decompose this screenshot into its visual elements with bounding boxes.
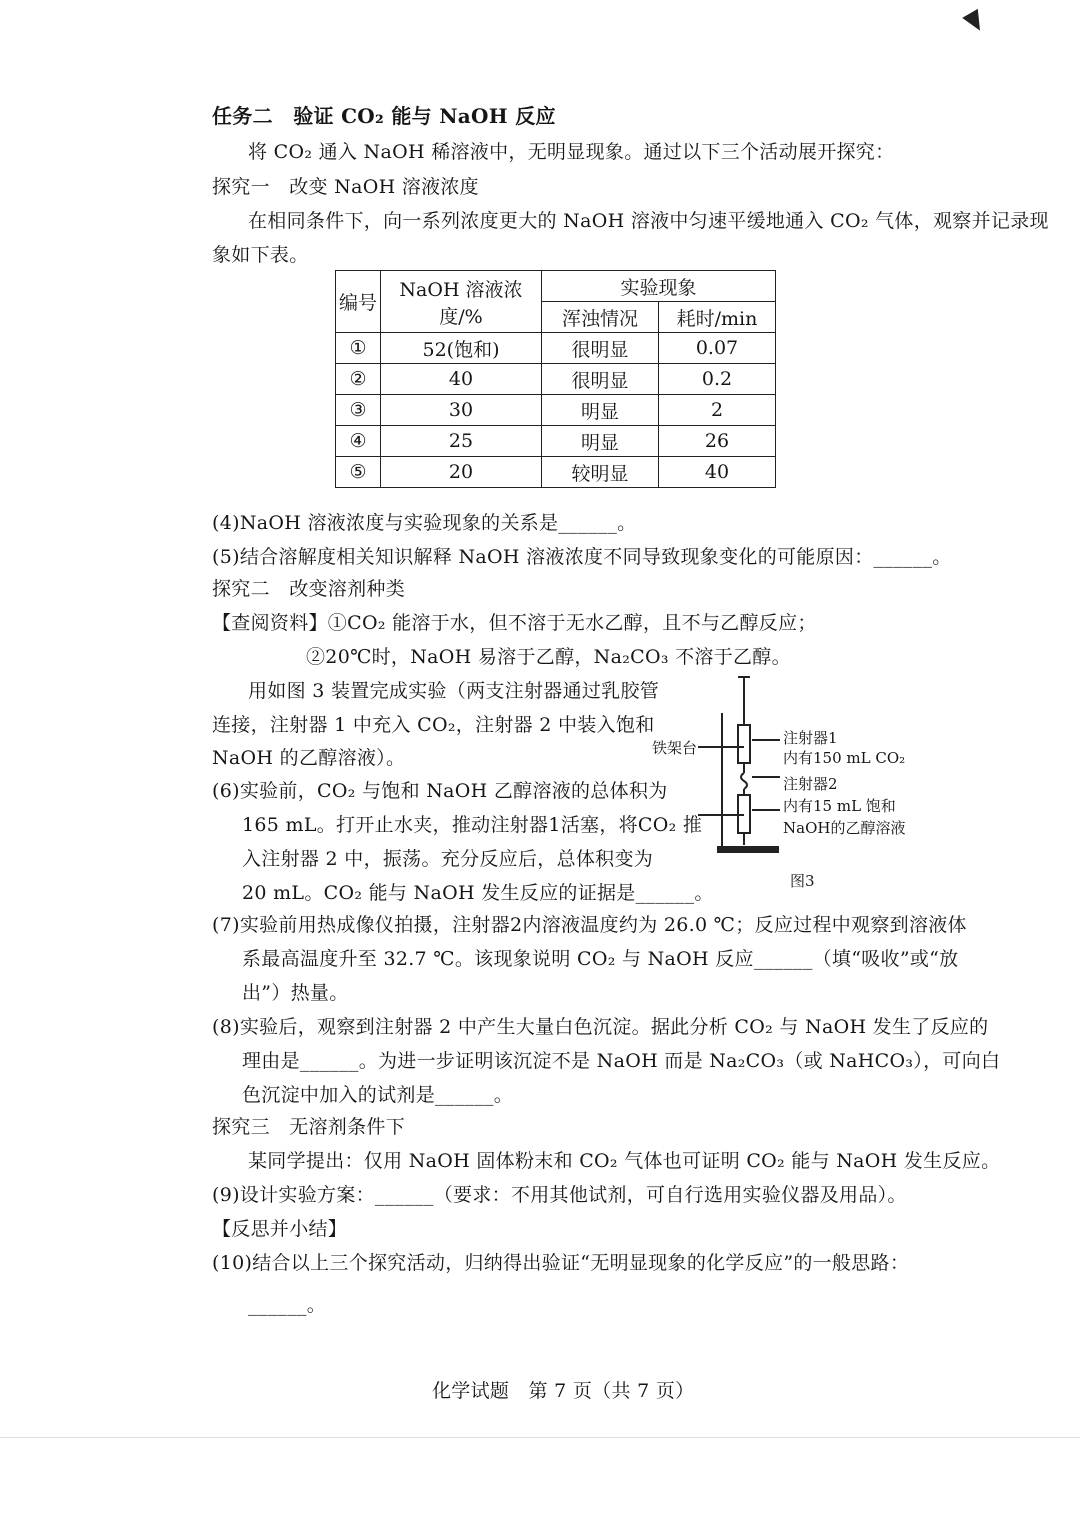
question-5: (5)结合溶解度相关知识解释 NaOH 溶液浓度不同导致现象变化的可能原因：______。 — [212, 546, 952, 568]
figure-3-apparatus — [640, 665, 930, 895]
explore3-desc: 某同学提出：仅用 NaOH 固体粉末和 CO₂ 气体也可证明 CO₂ 能与 NaOH 发生反应。 — [248, 1150, 1001, 1172]
cell-concentration: 25 — [381, 426, 542, 457]
setup-text-cont: 连接，注射器 1 中充入 CO₂，注射器 2 中装入饱和 — [212, 714, 655, 736]
col-header-id: 编号 — [336, 271, 381, 333]
cell-time: 26 — [659, 426, 776, 457]
task-title: 任务二 验证 CO₂ 能与 NaOH 反应 — [212, 104, 556, 128]
question-7: (7)实验前用热成像仪拍摄，注射器2内溶液温度约为 26.0 ℃；反应过程中观察到溶液体 — [212, 914, 967, 936]
setup-text-end: NaOH 的乙醇溶液）。 — [212, 747, 406, 769]
explore1-desc-cont: 象如下表。 — [212, 244, 309, 266]
question-7-cont2: 出”）热量。 — [242, 982, 349, 1004]
cell-turbidity: 明显 — [542, 426, 659, 457]
cell-time: 0.2 — [659, 364, 776, 395]
results-table — [335, 270, 776, 488]
question-7-cont1: 系最高温度升至 32.7 ℃。该现象说明 CO₂ 与 NaOH 反应______（填“吸收”或“放 — [242, 948, 959, 970]
explore1-title: 探究一 改变 NaOH 溶液浓度 — [212, 176, 479, 198]
question-6-cont3: 20 mL。CO₂ 能与 NaOH 发生反应的证据是______。 — [242, 882, 714, 904]
reference-2: ②20℃时，NaOH 易溶于乙醇，Na₂CO₃ 不溶于乙醇。 — [306, 646, 791, 668]
cell-concentration: 52(饱和) — [381, 333, 542, 364]
intro-text: 将 CO₂ 通入 NaOH 稀溶液中，无明显现象。通过以下三个活动展开探究： — [248, 141, 895, 163]
label-iron-stand: 铁架台 — [652, 739, 698, 757]
table-row — [336, 364, 776, 395]
table-row — [336, 426, 776, 457]
question-6: (6)实验前，CO₂ 与饱和 NaOH 乙醇溶液的总体积为 — [212, 780, 668, 802]
col-header-time: 耗时/min — [659, 302, 776, 333]
table-row — [336, 457, 776, 488]
reference-1: 【查阅资料】①CO₂ 能溶于水，但不溶于无水乙醇，且不与乙醇反应； — [212, 612, 817, 634]
cell-time: 0.07 — [659, 333, 776, 364]
col-header-phenomenon: 实验现象 — [542, 271, 776, 302]
question-6-cont2: 入注射器 2 中，振荡。充分反应后，总体积变为 — [242, 848, 654, 870]
cell-id: ③ — [336, 395, 381, 426]
question-8: (8)实验后，观察到注射器 2 中产生大量白色沉淀。据此分析 CO₂ 与 NaOH 发生了反应的 — [212, 1016, 989, 1038]
page-footer: 化学试题 第 7 页（共 7 页） — [432, 1380, 695, 1402]
cell-turbidity: 明显 — [542, 395, 659, 426]
explore2-title: 探究二 改变溶剂种类 — [212, 578, 406, 600]
summary-title: 【反思并小结】 — [212, 1218, 348, 1240]
question-10-cont: ______。 — [248, 1294, 327, 1316]
question-4: (4)NaOH 溶液浓度与实验现象的关系是______。 — [212, 512, 637, 534]
cell-concentration: 30 — [381, 395, 542, 426]
footer-divider — [0, 1437, 1080, 1438]
cell-time: 40 — [659, 457, 776, 488]
cell-concentration: 20 — [381, 457, 542, 488]
cell-id: ④ — [336, 426, 381, 457]
figure-caption: 图3 — [790, 872, 815, 890]
question-8-cont1: 理由是______。为进一步证明该沉淀不是 NaOH 而是 Na₂CO₃（或 NaHCO₃），可向白 — [242, 1050, 1001, 1072]
table-row — [336, 395, 776, 426]
label-syringe-2-note: 内有15 mL 饱和 — [783, 797, 896, 815]
table-row — [336, 333, 776, 364]
cell-turbidity: 很明显 — [542, 333, 659, 364]
col-header-concentration: NaOH 溶液浓度/% — [381, 271, 542, 333]
setup-text: 用如图 3 装置完成实验（两支注射器通过乳胶管 — [248, 680, 660, 702]
cell-time: 2 — [659, 395, 776, 426]
cell-turbidity: 很明显 — [542, 364, 659, 395]
label-syringe-2-note-cont: NaOH的乙醇溶液 — [783, 819, 906, 837]
label-syringe-2: 注射器2 — [783, 775, 838, 793]
cell-turbidity: 较明显 — [542, 457, 659, 488]
col-header-turbidity: 浑浊情况 — [542, 302, 659, 333]
explore3-title: 探究三 无溶剂条件下 — [212, 1116, 406, 1138]
cell-id: ② — [336, 364, 381, 395]
question-6-cont1: 165 mL。打开止水夹，推动注射器1活塞，将CO₂ 推 — [242, 814, 703, 836]
question-8-cont2: 色沉淀中加入的试剂是______。 — [242, 1084, 514, 1106]
label-syringe-1: 注射器1 — [783, 729, 838, 747]
question-9: (9)设计实验方案：______（要求：不用其他试剂，可自行选用实验仪器及用品）。 — [212, 1184, 907, 1206]
question-10: (10)结合以上三个探究活动，归纳得出验证“无明显现象的化学反应”的一般思路： — [212, 1252, 910, 1274]
cell-id: ① — [336, 333, 381, 364]
cell-concentration: 40 — [381, 364, 542, 395]
label-syringe-1-note: 内有150 mL CO₂ — [783, 749, 906, 767]
cell-id: ⑤ — [336, 457, 381, 488]
explore1-desc: 在相同条件下，向一系列浓度更大的 NaOH 溶液中匀速平缓地通入 CO₂ 气体，观察并记录现 — [248, 210, 1049, 232]
scan-corner-mark — [962, 9, 988, 35]
